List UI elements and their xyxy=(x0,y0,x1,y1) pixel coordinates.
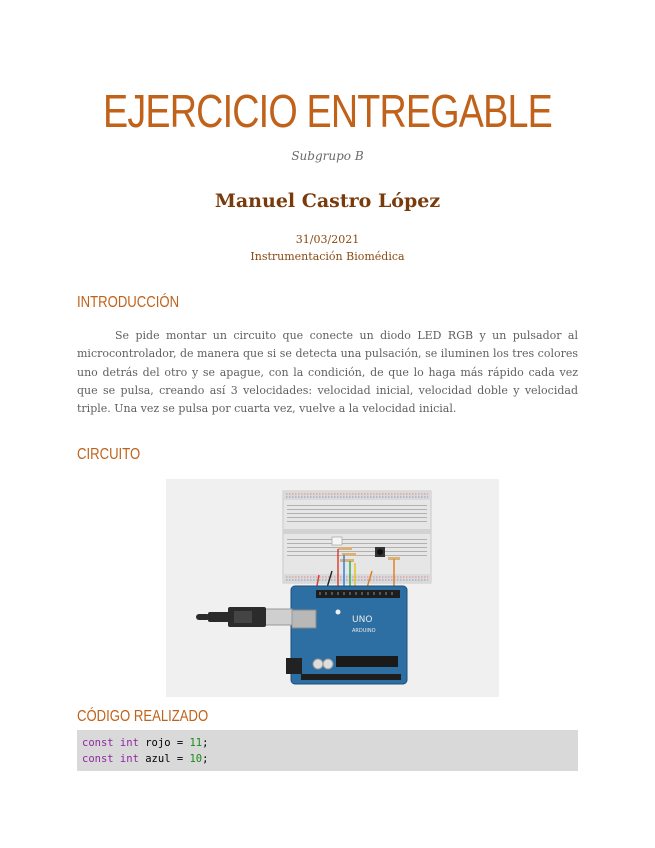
document-title: EJERCICIO ENTREGABLE xyxy=(103,85,552,137)
rgb-led xyxy=(332,537,342,545)
intro-paragraph: Se pide montar un circuito que conecte un diodo LED RGB y un pulsador al microcontrolador, de manera que si se detecta una pulsación, se iluminen los tres colores uno detrás del otro y se apague, con la condición, de que lo haga más rápido cada vez que se pulsa, creando así 3 velocidades: velocidad inicial, velocidad doble y velocidad triple. Una vez se pulsa por cuarta vez, vuelve a la velocidad inicial. xyxy=(77,329,578,416)
document-subtitle: Subgrupo B xyxy=(291,149,364,163)
code-block xyxy=(77,730,578,771)
arduino-board xyxy=(286,586,407,684)
document-subject: Instrumentación Biomédica xyxy=(250,250,405,263)
code-terminator: ; xyxy=(202,737,209,749)
circuit-diagram xyxy=(166,479,499,697)
code-heading: CÓDIGO REALIZADO xyxy=(77,708,209,725)
breadboard xyxy=(283,491,431,583)
circuit-figure xyxy=(166,479,499,697)
code-number: 10 xyxy=(189,753,203,765)
code-identifier: azul = xyxy=(138,753,190,765)
board-infinity-logo: UNO xyxy=(352,615,373,625)
code-identifier: rojo = xyxy=(138,737,190,749)
code-number: 11 xyxy=(189,737,203,749)
code-terminator: ; xyxy=(202,753,209,765)
code-line xyxy=(77,730,578,751)
intro-heading: INTRODUCCIÓN xyxy=(77,294,180,311)
code-keyword: const int xyxy=(82,737,139,749)
usb-cable xyxy=(196,607,292,627)
code-keyword: const int xyxy=(82,753,139,765)
author-name: Manuel Castro López xyxy=(214,190,441,212)
board-brand-label: ARDUINO xyxy=(352,628,376,634)
document-date: 31/03/2021 xyxy=(295,233,360,246)
pushbutton xyxy=(375,547,385,557)
circuit-heading: CIRCUITO xyxy=(77,446,141,463)
code-line xyxy=(77,751,578,767)
